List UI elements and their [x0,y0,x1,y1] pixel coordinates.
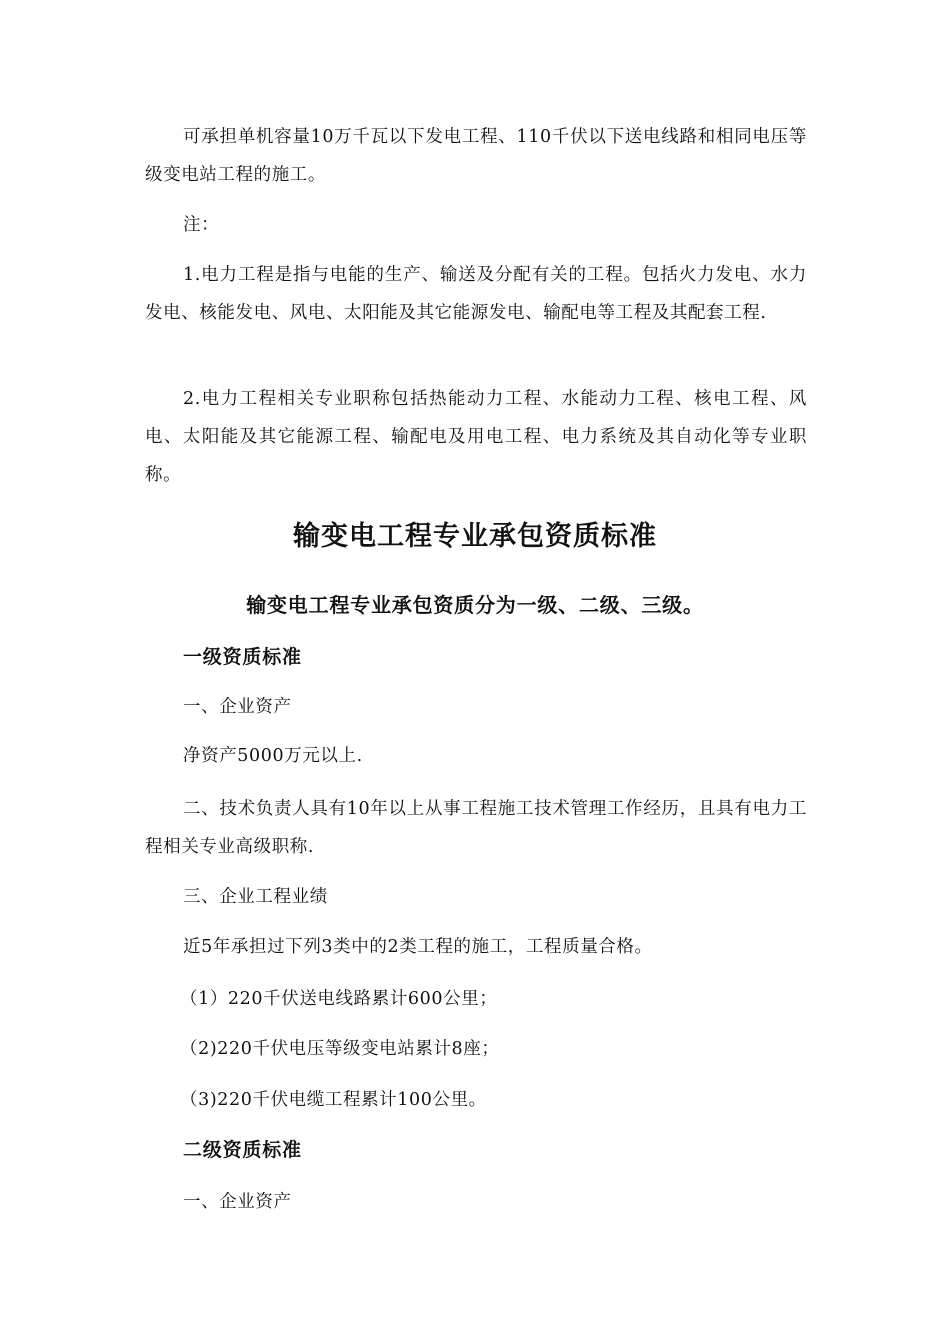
grade1-item-2: （2)220千伏电压等级变电站累计8座； [180,1039,500,1059]
grade2-heading: 二级资质标准 [183,1139,302,1161]
grade1-assets-heading: 一、企业资产 [183,697,292,717]
grade1-tech-lead: 二、技术负责人具有10年以上从事工程施工技术管理工作经历，且具有电力工程相关专业高级职称. [145,799,807,857]
grade1-assets-text: 净资产5000万元以上. [183,746,363,766]
grade1-performance-heading: 三、企业工程业绩 [183,887,328,907]
note-label: 注： [183,215,220,235]
grade1-heading: 一级资质标准 [183,646,302,668]
intro-paragraph: 可承担单机容量10万千瓦以下发电工程、110千伏以下送电线路和相同电压等级变电站工程的施工。 [145,127,807,185]
note-item-2: 2.电力工程相关专业职称包括热能动力工程、水能动力工程、核电工程、风电、太阳能及其它能源工程、输配电及用电工程、电力系统及其自动化等专业职称。 [145,389,807,485]
note-item-1: 1.电力工程是指与电能的生产、输送及分配有关的工程。包括火力发电、水力发电、核能发电、风电、太阳能及其它能源发电、输配电等工程及其配套工程. [145,265,807,323]
grade1-item-3: （3)220千伏电缆工程累计100公里。 [180,1090,487,1110]
grade1-item-1: （1）220千伏送电线路累计600公里； [180,989,498,1009]
grade1-performance-text: 近5年承担过下列3类中的2类工程的施工，工程质量合格。 [183,937,653,957]
subtitle: 输变电工程专业承包资质分为一级、二级、三级。 [246,593,704,617]
main-title: 输变电工程专业承包资质标准 [293,521,657,552]
grade2-assets-heading: 一、企业资产 [183,1192,292,1212]
